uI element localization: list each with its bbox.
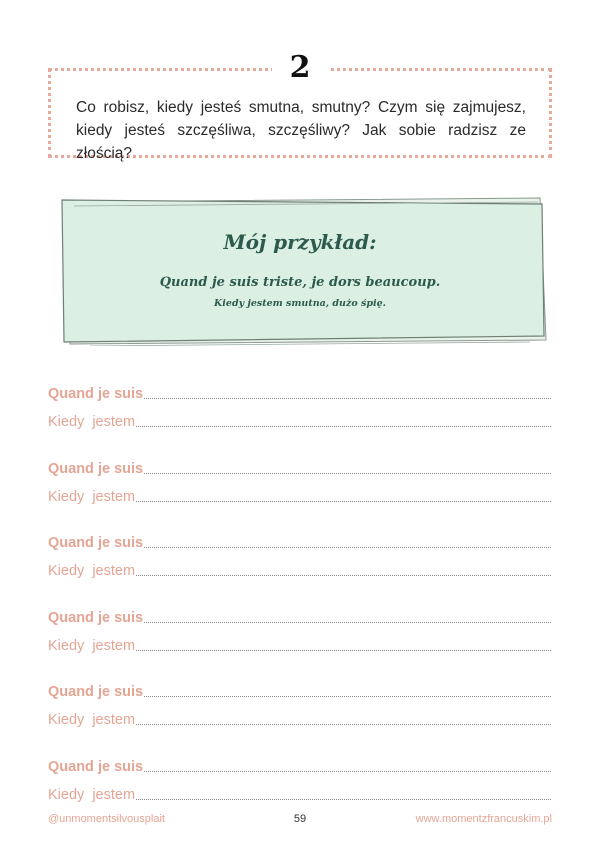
write-in-line[interactable] xyxy=(144,398,551,399)
answer-line-french-label: Quand je suis xyxy=(48,460,144,477)
answer-line-french-label: Quand je suis xyxy=(48,386,144,402)
answer-line-french[interactable] xyxy=(48,608,551,626)
question-number: 2 xyxy=(272,50,328,86)
answer-line-polish[interactable] xyxy=(48,487,551,505)
answer-line-french[interactable] xyxy=(48,459,551,477)
example-french-sentence: Quand je suis triste, je dors beaucoup. xyxy=(159,275,441,290)
answer-line-polish-label: Kiedy jestem xyxy=(48,637,136,654)
answer-line-polish[interactable] xyxy=(48,561,551,579)
write-in-line[interactable] xyxy=(144,696,551,697)
answer-line-polish-label: Kiedy jestem xyxy=(48,414,136,430)
answer-line-polish[interactable] xyxy=(48,412,551,430)
write-in-line[interactable] xyxy=(144,771,551,772)
write-in-line[interactable] xyxy=(136,799,551,800)
example-card xyxy=(60,196,548,346)
example-polish-sentence: Kiedy jestem smutna, dużo śpię. xyxy=(214,298,386,309)
example-title: Mój przykład: xyxy=(223,230,377,254)
write-in-line[interactable] xyxy=(136,426,551,427)
answer-line-french-label: Quand je suis xyxy=(48,609,144,626)
answer-line-french[interactable] xyxy=(48,757,551,775)
answer-line-polish[interactable] xyxy=(48,710,551,728)
write-in-line[interactable] xyxy=(136,501,551,502)
footer-website: www.momentzfrancuskim.pl xyxy=(415,813,552,825)
answer-line-french-label: Quand je suis xyxy=(48,684,144,700)
write-in-line[interactable] xyxy=(144,547,551,548)
answer-line-french[interactable] xyxy=(48,682,551,700)
example-card-paper xyxy=(60,196,548,346)
write-in-line[interactable] xyxy=(136,650,551,651)
write-in-line[interactable] xyxy=(144,473,551,474)
footer-instagram: @unmomentsilvousplait xyxy=(48,813,165,825)
answer-line-polish[interactable] xyxy=(48,785,551,803)
answer-line-french[interactable] xyxy=(48,533,551,551)
answer-line-french-label: Quand je suis xyxy=(48,758,144,775)
footer-page-number: 59 xyxy=(293,813,307,825)
answer-line-polish-label: Kiedy jestem xyxy=(48,563,136,579)
write-in-line[interactable] xyxy=(136,575,551,576)
answer-line-french[interactable] xyxy=(48,384,551,402)
answer-line-french-label: Quand je suis xyxy=(48,535,144,551)
answer-line-polish-label: Kiedy jestem xyxy=(48,712,136,728)
write-in-line[interactable] xyxy=(136,724,551,725)
answer-line-polish-label: Kiedy jestem xyxy=(48,786,136,803)
answer-line-polish-label: Kiedy jestem xyxy=(48,488,136,505)
write-in-line[interactable] xyxy=(144,622,551,623)
question-text: Co robisz, kiedy jesteś smutna, smutny? Czym się zajmujesz, kiedy jesteś szczęśliwa, szczęśliwy? Jak sobie radzisz ze złością? xyxy=(76,99,526,162)
answer-line-polish[interactable] xyxy=(48,636,551,654)
